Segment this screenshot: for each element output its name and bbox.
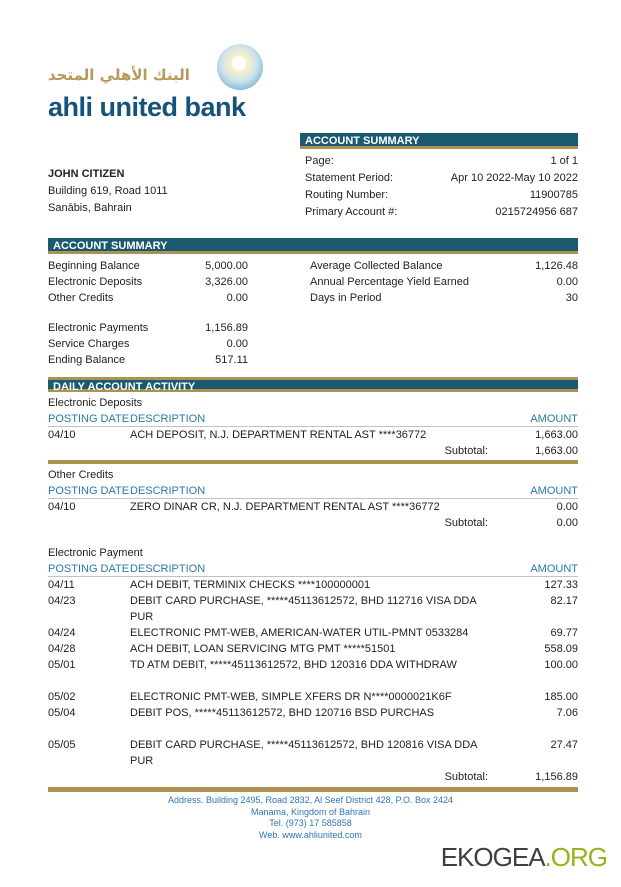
statement-info-box <box>300 133 578 221</box>
table-column-headers <box>48 483 578 499</box>
statement-info-row <box>300 153 578 170</box>
cell-amount: 558.09 <box>544 643 578 655</box>
footer-telephone: Tel. (973) 17 585858 <box>269 818 352 828</box>
summary-row <box>310 274 578 290</box>
cell-description: ELECTRONIC PMT-WEB, SIMPLE XFERS DR N****0000021K6F <box>130 691 452 703</box>
account-summary-header: ACCOUNT SUMMARY <box>48 238 578 254</box>
cell-description: TD ATM DEBIT, *****45113612572, BHD 120316 DDA WITHDRAW <box>130 659 457 671</box>
table-row <box>48 737 578 767</box>
account-summary-grid <box>48 254 578 368</box>
bank-arabic-name: البنك الأهلي المتحد <box>48 66 190 84</box>
table-row <box>48 689 578 705</box>
cell-posting-date: 04/10 <box>48 501 76 513</box>
summary-label: Other Credits <box>48 292 114 304</box>
summary-value: 5,000.00 <box>205 260 248 272</box>
summary-row <box>310 290 578 306</box>
summary-value: 0.00 <box>226 292 248 304</box>
table-column-headers <box>48 411 578 427</box>
bank-logo <box>48 44 263 123</box>
subtotal-label: Subtotal: <box>444 445 488 457</box>
deposit-rows <box>48 427 578 443</box>
footer-address-line1: Address. Building 2495, Road 2832, Al Seef District 428, P.O. Box 2424 <box>167 795 453 805</box>
summary-value: 0.00 <box>556 276 578 288</box>
col-amount: AMOUNT <box>530 413 578 425</box>
subsection-title: Other Credits <box>48 469 114 481</box>
table-row <box>48 641 578 657</box>
cell-posting-date: 05/01 <box>48 659 76 671</box>
cell-amount: 1,663.00 <box>535 429 578 441</box>
cell-description: DEBIT CARD PURCHASE, *****45113612572, BHD 120816 VISA DDA PUR <box>130 739 477 767</box>
info-label: Statement Period: <box>305 172 394 184</box>
cell-description: ELECTRONIC PMT-WEB, AMERICAN-WATER UTIL-PMNT 0533284 <box>130 627 469 639</box>
bank-footer <box>0 795 621 841</box>
summary-value: 3,326.00 <box>205 276 248 288</box>
recipient-address-line2: Sanābis, Bahrain <box>48 202 132 214</box>
cell-description: DEBIT CARD PURCHASE, *****45113612572, BHD 112716 VISA DDA PUR <box>130 595 477 623</box>
summary-row <box>48 290 248 306</box>
summary-row <box>48 352 248 368</box>
summary-value: 30 <box>565 292 578 304</box>
section-divider <box>48 460 578 464</box>
statement-info-row <box>300 204 578 221</box>
info-value: 1 of 1 <box>550 155 578 167</box>
subtotal-label: Subtotal: <box>444 771 488 783</box>
statement-info-row <box>300 170 578 187</box>
summary-rows-right <box>310 258 578 306</box>
summary-label: Days in Period <box>310 292 382 304</box>
globe-sun-icon <box>217 44 263 90</box>
cell-description: ZERO DINAR CR, N.J. DEPARTMENT RENTAL AST ****36772 <box>130 501 440 513</box>
statement-body <box>48 238 578 792</box>
summary-label: Average Collected Balance <box>310 260 443 272</box>
subsection-title: Electronic Payment <box>48 547 143 559</box>
cell-posting-date: 04/10 <box>48 429 76 441</box>
summary-rows-bottom <box>48 320 248 368</box>
info-label: Page: <box>305 155 334 167</box>
cell-amount: 27.47 <box>550 739 578 751</box>
subtotal-row <box>48 515 578 531</box>
cell-posting-date: 04/23 <box>48 595 76 607</box>
table-row <box>48 577 578 593</box>
table-column-headers <box>48 561 578 577</box>
col-posting-date: POSTING DATE <box>48 413 130 425</box>
cell-posting-date: 04/28 <box>48 643 76 655</box>
statement-info-rows <box>300 149 578 221</box>
subtotal-value: 1,663.00 <box>535 445 578 457</box>
col-description: DESCRIPTION <box>130 563 206 575</box>
summary-label: Ending Balance <box>48 354 126 366</box>
table-row <box>48 593 578 623</box>
bank-latin-name: ahli united bank <box>48 92 246 122</box>
subsection-title: Electronic Deposits <box>48 397 143 409</box>
cell-description: DEBIT POS, *****45113612572, BHD 120716 BSD PURCHAS <box>130 707 435 719</box>
other-credit-rows <box>48 499 578 515</box>
electronic-deposits-section <box>48 395 578 464</box>
summary-value: 1,156.89 <box>205 322 248 334</box>
summary-row <box>48 258 248 274</box>
summary-label: Service Charges <box>48 338 130 350</box>
col-description: DESCRIPTION <box>130 413 206 425</box>
ekogea-watermark <box>441 842 607 873</box>
summary-value: 517.11 <box>215 354 248 366</box>
col-amount: AMOUNT <box>530 563 578 575</box>
subtotal-row <box>48 443 578 459</box>
cell-posting-date: 05/04 <box>48 707 76 719</box>
cell-description: ACH DEBIT, LOAN SERVICING MTG PMT *****51501 <box>130 643 396 655</box>
section-divider <box>48 787 578 792</box>
payment-rows <box>48 577 578 767</box>
summary-rows-top <box>48 258 248 306</box>
cell-amount: 100.00 <box>544 659 578 671</box>
watermark-name: EKOGEA <box>440 842 545 872</box>
cell-amount: 0.00 <box>556 501 578 513</box>
info-value: 11900785 <box>529 189 578 201</box>
cell-amount: 127.33 <box>544 579 578 591</box>
summary-label: Beginning Balance <box>48 260 140 272</box>
col-posting-date: POSTING DATE <box>48 563 130 575</box>
cell-posting-date: 04/11 <box>48 579 75 591</box>
recipient-address-block <box>48 166 168 217</box>
account-summary-left-column <box>48 258 248 368</box>
watermark-tld: .ORG <box>544 842 607 872</box>
cell-amount: 82.17 <box>550 595 578 607</box>
info-value: Apr 10 2022-May 10 2022 <box>450 172 578 184</box>
table-row <box>48 625 578 641</box>
recipient-name: JOHN CITIZEN <box>48 168 125 180</box>
col-posting-date: POSTING DATE <box>48 485 130 497</box>
summary-row <box>48 336 248 352</box>
table-row <box>48 499 578 515</box>
summary-label: Electronic Payments <box>48 322 149 334</box>
daily-activity-section <box>48 377 578 392</box>
subtotal-row <box>48 769 578 785</box>
subtotal-value: 1,156.89 <box>535 771 578 783</box>
table-row <box>48 427 578 443</box>
recipient-address-line1: Building 619, Road 1011 <box>48 185 168 197</box>
cell-posting-date: 05/05 <box>48 739 76 751</box>
table-row <box>48 705 578 721</box>
summary-row <box>310 258 578 274</box>
cell-amount: 185.00 <box>544 691 578 703</box>
electronic-payment-section <box>48 545 578 792</box>
info-label: Primary Account #: <box>305 206 398 218</box>
summary-label: Annual Percentage Yield Earned <box>310 276 470 288</box>
footer-address-line2: Manama, Kingdom of Bahrain <box>250 806 371 817</box>
cell-description: ACH DEPOSIT, N.J. DEPARTMENT RENTAL AST ****36772 <box>130 429 427 441</box>
subtotal-label: Subtotal: <box>444 517 488 529</box>
col-amount: AMOUNT <box>530 485 578 497</box>
cell-amount: 7.06 <box>556 707 578 719</box>
cell-amount: 69.77 <box>550 627 578 639</box>
summary-label: Electronic Deposits <box>48 276 143 288</box>
summary-spacer <box>48 306 248 320</box>
daily-activity-header: DAILY ACCOUNT ACTIVITY <box>48 377 578 392</box>
statement-info-row <box>300 187 578 204</box>
cell-description: ACH DEBIT, TERMINIX CHECKS ****100000001 <box>130 579 371 591</box>
footer-website: Web. www.ahliunited.com <box>259 829 362 840</box>
cell-posting-date: 04/24 <box>48 627 76 639</box>
other-credits-section <box>48 467 578 531</box>
subtotal-value: 0.00 <box>556 517 578 529</box>
col-description: DESCRIPTION <box>130 485 206 497</box>
summary-row <box>48 320 248 336</box>
account-summary-right-column <box>310 258 578 368</box>
table-row <box>48 657 578 673</box>
info-label: Routing Number: <box>305 189 389 201</box>
summary-row <box>48 274 248 290</box>
summary-value: 0.00 <box>226 338 248 350</box>
info-value: 0215724956 687 <box>495 206 578 218</box>
statement-info-header: ACCOUNT SUMMARY <box>300 133 578 149</box>
summary-value: 1,126.48 <box>535 260 578 272</box>
cell-posting-date: 05/02 <box>48 691 76 703</box>
